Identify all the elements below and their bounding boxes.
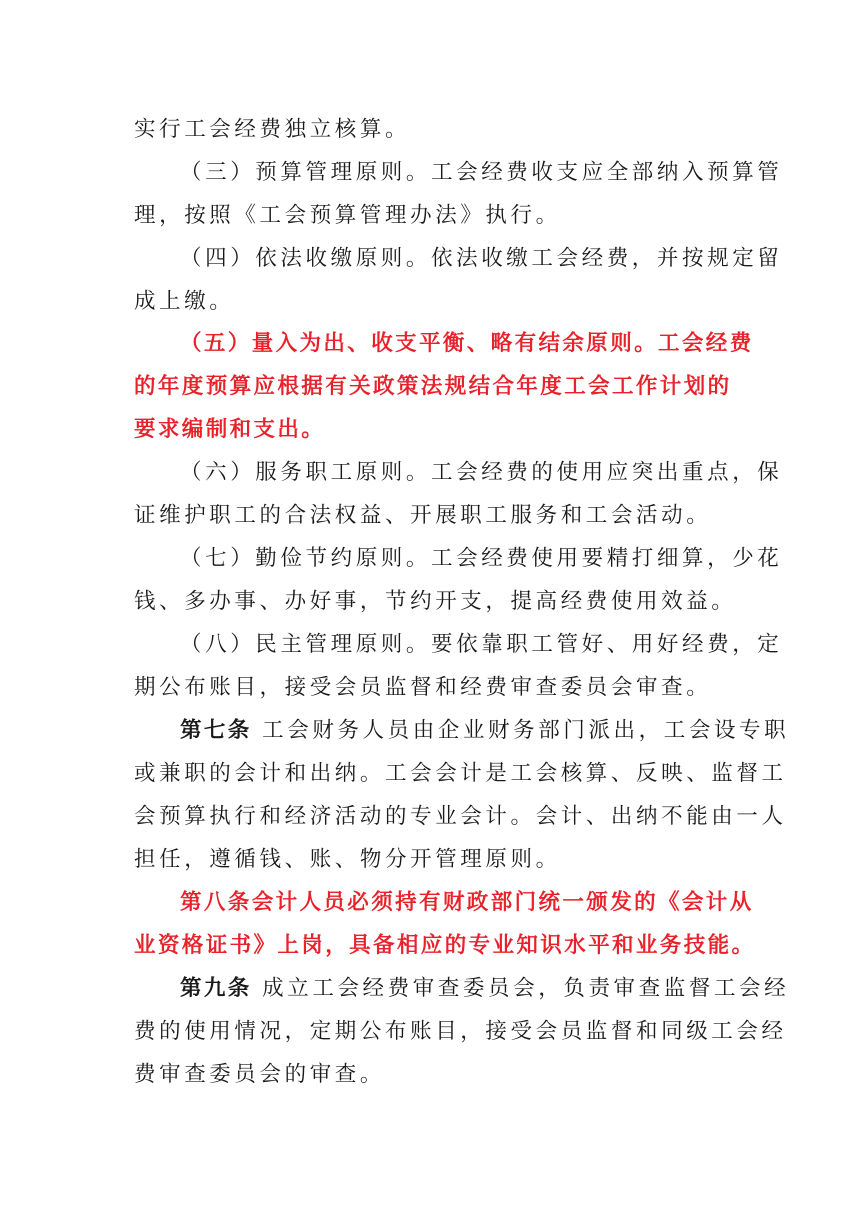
highlighted-text-line: 业资格证书》上岗，具备相应的专业知识水平和业务技能。 (134, 933, 756, 958)
text-line: 会预算执行和经济活动的专业会计。会计、出纳不能由一人 (134, 804, 787, 829)
article-text: 成立工会经费审查委员会，负责审查监督工会经 (251, 976, 790, 1001)
text-line: （六）服务职工原则。工会经费的使用应突出重点，保 (180, 460, 783, 485)
article-line (180, 974, 790, 1004)
text-line: 钱、多办事、办好事，节约开支，提高经费使用效益。 (134, 589, 737, 614)
text-line: 证维护职工的合法权益、开展职工服务和工会活动。 (134, 503, 712, 528)
text-line: （三）预算管理原则。工会经费收支应全部纳入预算管 (180, 160, 783, 185)
article-line (180, 716, 790, 746)
text-line: 费审查委员会的审查。 (134, 1062, 386, 1087)
article-text: 工会财务人员由企业财务部门派出，工会设专职 (251, 718, 790, 743)
text-line: 理，按照《工会预算管理办法》执行。 (134, 203, 561, 228)
highlighted-text-line: 第八条会计人员必须持有财政部门统一颁发的《会计从 (180, 890, 754, 915)
highlighted-text-line: 的年度预算应根据有关政策法规结合年度工会工作计划的 (134, 374, 732, 399)
text-line: 或兼职的会计和出纳。工会会计是工会核算、反映、监督工 (134, 761, 787, 786)
text-line: 费的使用情况，定期公布账目，接受会员监督和同级工会经 (134, 1019, 787, 1044)
text-line: 成上缴。 (134, 289, 235, 314)
text-line: （七）勤俭节约原则。工会经费使用要精打细算，少花 (180, 546, 783, 571)
text-line: （八）民主管理原则。要依靠职工管好、用好经费，定 (180, 632, 783, 657)
text-line: 实行工会经费独立核算。 (134, 117, 411, 142)
highlighted-text-line: 要求编制和支出。 (134, 417, 326, 442)
highlighted-text-line: （五）量入为出、收支平衡、略有结余原则。工会经费 (180, 331, 754, 356)
text-line: 担任，遵循钱、账、物分开管理原则。 (134, 847, 561, 872)
text-line: （四）依法收缴原则。依法收缴工会经费，并按规定留 (180, 246, 783, 271)
text-line: 期公布账目，接受会员监督和经费审查委员会审查。 (134, 675, 712, 700)
article-number: 第九条 (180, 976, 252, 1001)
article-number: 第七条 (180, 718, 252, 743)
